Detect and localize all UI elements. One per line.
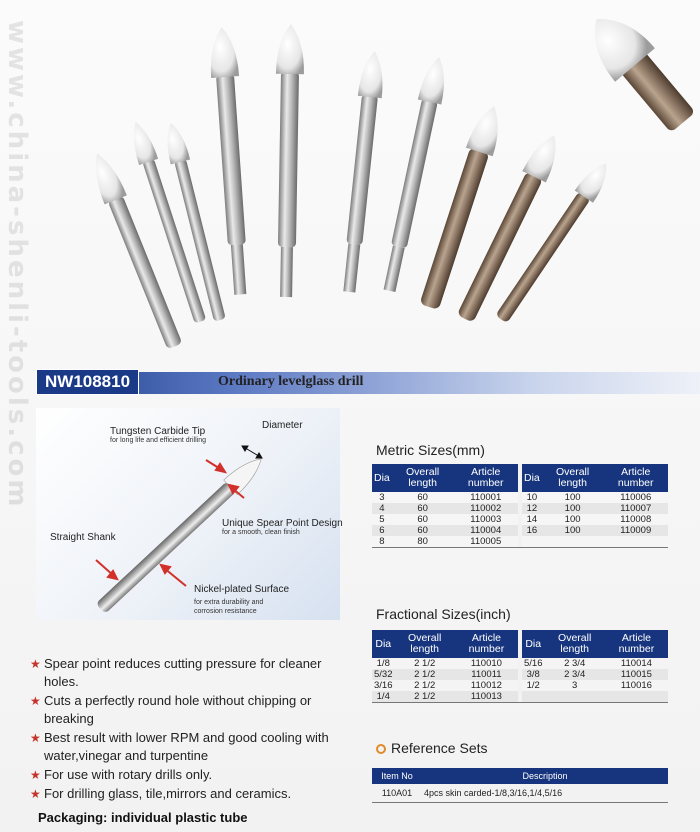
star-bullet-icon: ★ — [30, 731, 41, 745]
fractional-table — [372, 630, 668, 703]
col-article: Article number — [455, 630, 518, 658]
product-title: Ordinary levelglass drill — [218, 374, 364, 389]
tip-closeup — [577, 10, 700, 139]
diameter-label: Diameter — [262, 420, 303, 431]
star-bullet-icon: ★ — [30, 694, 41, 708]
col-article: Article number — [453, 464, 518, 492]
shank-label: Straight Shank — [50, 532, 116, 543]
table-row: 5 60 110003 14 100 110008 — [379, 514, 652, 525]
col-article: Article number — [605, 630, 668, 658]
table-header-row — [372, 768, 668, 784]
feature-item: ★ Cuts a perfectly round hole without chipping or breaking — [30, 693, 312, 726]
table-header-row — [372, 464, 668, 492]
feature-item: ★ For use with rotary drills only. — [30, 767, 213, 782]
table-row: 110A01 4pcs skin carded-1/8,3/16,1/4,5/16 — [372, 784, 668, 803]
col-length: Overall length — [395, 630, 455, 658]
circle-bullet-icon — [376, 744, 386, 754]
spear-sublabel: for a smooth, clean finish — [222, 529, 300, 536]
table-header-row — [372, 630, 668, 658]
col-description: Description — [422, 768, 668, 784]
table-row: 1/4 2 1/2 110013 — [372, 691, 668, 703]
model-code: NW108810 — [36, 369, 139, 395]
packaging-note: Packaging: individual plastic tube — [38, 810, 248, 825]
star-bullet-icon: ★ — [30, 657, 41, 671]
surface-sublabel-2: corrosion resistance — [194, 608, 257, 615]
col-dia: Dia — [372, 630, 395, 658]
feature-item: ★ Best result with lower RPM and good cooling with water,vinegar and turpentine — [30, 730, 329, 763]
table-row: 3 60 110001 10 100 110006 — [379, 492, 652, 503]
col-length: Overall length — [542, 464, 604, 492]
feature-list — [30, 655, 350, 804]
col-dia: Dia — [372, 464, 392, 492]
table-row: 1/8 2 1/2 110010 5/16 2 3/4 110014 — [376, 658, 652, 669]
tip-label: Tungsten Carbide Tip — [110, 426, 206, 437]
surface-label: Nickel-plated Surface — [194, 584, 290, 595]
col-dia: Dia — [522, 630, 545, 658]
table-row: 6 60 110004 16 100 110009 — [372, 525, 668, 536]
fractional-title: Fractional Sizes(inch) — [376, 606, 511, 622]
spear-label: Unique Spear Point Design — [222, 518, 343, 529]
col-dia: Dia — [522, 464, 542, 492]
reference-table — [372, 768, 668, 803]
table-row: 3/16 2 1/2 110012 1/2 3 110016 — [374, 680, 652, 691]
drill-bit-5 — [272, 24, 305, 297]
drill-bit-6 — [337, 50, 386, 293]
feature-item: ★ For drilling glass, tile,mirrors and ceramics. — [30, 786, 292, 801]
col-length: Overall length — [392, 464, 454, 492]
star-bullet-icon: ★ — [30, 768, 41, 782]
col-article: Article number — [603, 464, 668, 492]
col-item-no: Item No — [372, 768, 422, 784]
col-length: Overall length — [544, 630, 604, 658]
table-row: 4 60 110002 12 100 110007 — [372, 503, 668, 514]
surface-sublabel-1: for extra durability and — [194, 599, 264, 606]
drill-gallery-image — [30, 10, 700, 350]
metric-title: Metric Sizes(mm) — [376, 442, 485, 458]
feature-item: ★ Spear point reduces cutting pressure for cleaner holes. — [30, 656, 322, 689]
watermark: www.china-shenli-tools.com — [2, 20, 32, 510]
drill-gallery — [30, 10, 700, 350]
metric-table — [372, 464, 668, 548]
drill-diagram — [36, 408, 343, 620]
table-row: 8 80 110005 — [372, 536, 668, 548]
reference-title: Reference Sets — [376, 740, 488, 756]
drill-bit-4 — [208, 26, 255, 295]
star-bullet-icon: ★ — [30, 787, 41, 801]
table-row: 5/32 2 1/2 110011 3/8 2 3/4 110015 — [372, 669, 668, 680]
tip-sublabel: for long life and efficient drilling — [110, 437, 206, 444]
